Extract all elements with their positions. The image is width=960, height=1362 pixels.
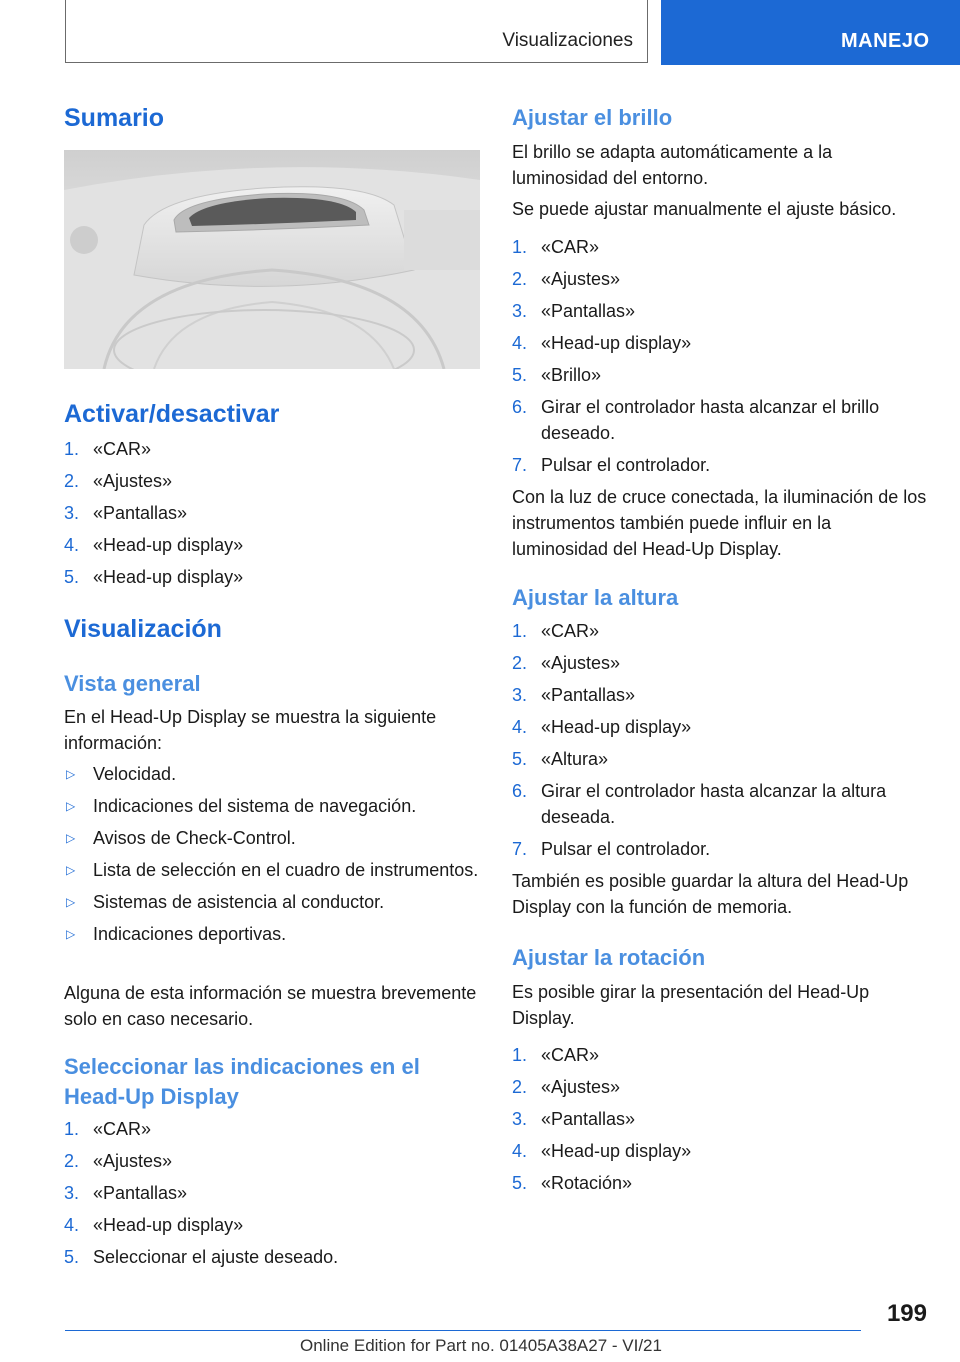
list-item bbox=[64, 825, 482, 851]
step-text: «Altura» bbox=[541, 749, 609, 769]
list-item bbox=[64, 921, 482, 947]
brillo-paragraph-3: Con la luz de cruce conectada, la iluminación de los instrumentos también puede influir en la luminosidad del Head-Up Display. bbox=[512, 487, 927, 559]
bullet-text: Velocidad. bbox=[93, 764, 177, 784]
step-text: «CAR» bbox=[93, 439, 152, 459]
step-text: Girar el controlador hasta alcanzar el brillo deseado. bbox=[541, 397, 880, 443]
step-text: Pulsar el controlador. bbox=[541, 455, 711, 475]
bullet-triangle-icon: ▷ bbox=[66, 895, 76, 909]
step-number: 3. bbox=[512, 301, 528, 321]
step-number: 4. bbox=[64, 535, 80, 555]
altura-steps-list bbox=[512, 618, 927, 862]
step-text: «Head-up display» bbox=[93, 567, 244, 587]
step-text: «Brillo» bbox=[541, 365, 602, 385]
step-text: «Ajustes» bbox=[541, 653, 621, 673]
list-item bbox=[512, 330, 927, 356]
altura-paragraph: También es posible guardar la altura del Head-Up Display con la función de memoria. bbox=[512, 871, 909, 917]
list-item bbox=[64, 436, 482, 462]
header-chapter-tab bbox=[661, 0, 960, 65]
list-item bbox=[64, 1212, 482, 1238]
list-item bbox=[512, 362, 927, 388]
step-text: «Pantallas» bbox=[541, 685, 636, 705]
list-item bbox=[512, 618, 927, 644]
step-text: «Ajustes» bbox=[93, 1151, 173, 1171]
list-item bbox=[512, 1042, 927, 1068]
step-number: 2. bbox=[512, 1077, 528, 1097]
header-chapter-label: MANEJO bbox=[841, 30, 930, 52]
step-number: 2. bbox=[512, 269, 528, 289]
list-item bbox=[512, 452, 927, 478]
bullet-text: Sistemas de asistencia al conductor. bbox=[93, 892, 385, 912]
bullet-text: Lista de selección en el cuadro de instrumentos. bbox=[93, 860, 479, 880]
vista-general-heading: Vista general bbox=[64, 671, 201, 696]
step-number: 1. bbox=[512, 237, 528, 257]
step-number: 5. bbox=[512, 1173, 528, 1193]
seleccionar-heading: Seleccionar las indicaciones en el Head-Up Display bbox=[64, 1054, 420, 1109]
list-item bbox=[512, 650, 927, 676]
step-text: «Head-up display» bbox=[93, 1215, 244, 1235]
step-number: 3. bbox=[64, 1183, 80, 1203]
head-up-display-photo bbox=[64, 150, 480, 369]
step-number: 3. bbox=[512, 685, 528, 705]
bullet-text: Indicaciones deportivas. bbox=[93, 924, 287, 944]
step-text: «Ajustes» bbox=[541, 1077, 621, 1097]
list-item bbox=[512, 746, 927, 772]
sumario-heading: Sumario bbox=[64, 104, 165, 132]
bullet-triangle-icon: ▷ bbox=[66, 799, 76, 813]
footer-divider bbox=[65, 1330, 861, 1331]
list-item bbox=[64, 761, 482, 787]
step-number: 3. bbox=[64, 503, 80, 523]
list-item bbox=[512, 1074, 927, 1100]
header-section-title: Visualizaciones bbox=[502, 30, 633, 51]
vista-general-note: Alguna de esta información se muestra brevemente solo en caso necesario. bbox=[64, 983, 477, 1029]
activar-heading: Activar/desactivar bbox=[64, 400, 280, 428]
step-number: 3. bbox=[512, 1109, 528, 1129]
list-item bbox=[64, 532, 482, 558]
step-number: 4. bbox=[512, 333, 528, 353]
bullet-triangle-icon: ▷ bbox=[66, 863, 76, 877]
list-item bbox=[512, 682, 927, 708]
footer-edition-text: Online Edition for Part no. 01405A38A27 - VI/21 bbox=[300, 1336, 662, 1355]
step-text: «CAR» bbox=[541, 621, 600, 641]
bullet-triangle-icon: ▷ bbox=[66, 927, 76, 941]
bullet-text: Avisos de Check-Control. bbox=[93, 828, 296, 848]
step-number: 1. bbox=[512, 621, 528, 641]
brillo-paragraph-2: Se puede ajustar manualmente el ajuste básico. bbox=[512, 199, 897, 219]
list-item bbox=[64, 889, 482, 915]
step-number: 2. bbox=[512, 653, 528, 673]
step-text: «Pantallas» bbox=[93, 1183, 188, 1203]
list-item bbox=[512, 1170, 927, 1196]
step-text: «Head-up display» bbox=[541, 717, 692, 737]
step-text: «CAR» bbox=[541, 1045, 600, 1065]
step-text: «Ajustes» bbox=[541, 269, 621, 289]
step-text: «Pantallas» bbox=[93, 503, 188, 523]
step-text: Seleccionar el ajuste deseado. bbox=[93, 1247, 339, 1267]
activar-steps-list bbox=[64, 436, 482, 590]
list-item bbox=[64, 1180, 482, 1206]
list-item bbox=[512, 836, 927, 862]
step-number: 2. bbox=[64, 1151, 80, 1171]
brillo-steps-list bbox=[512, 234, 927, 478]
step-number: 1. bbox=[512, 1045, 528, 1065]
step-number: 5. bbox=[64, 567, 80, 587]
step-text: «Pantallas» bbox=[541, 301, 636, 321]
step-number: 4. bbox=[64, 1215, 80, 1235]
list-item bbox=[64, 1244, 482, 1270]
rotacion-heading: Ajustar la rotación bbox=[512, 945, 706, 970]
list-item bbox=[512, 394, 927, 446]
seleccionar-steps-list bbox=[64, 1116, 482, 1270]
step-text: «Head-up display» bbox=[541, 333, 692, 353]
step-number: 7. bbox=[512, 839, 528, 859]
step-text: «CAR» bbox=[541, 237, 600, 257]
list-item bbox=[512, 234, 927, 260]
list-item bbox=[64, 468, 482, 494]
step-text: «Pantallas» bbox=[541, 1109, 636, 1129]
head-up-display-illustration bbox=[64, 150, 480, 369]
rotacion-paragraph: Es posible girar la presentación del Head-Up Display. bbox=[512, 982, 870, 1028]
header-section-box bbox=[65, 0, 648, 63]
list-item bbox=[64, 1148, 482, 1174]
step-number: 5. bbox=[512, 365, 528, 385]
visualizacion-heading: Visualización bbox=[64, 615, 222, 643]
bullet-triangle-icon: ▷ bbox=[66, 767, 76, 781]
list-item bbox=[64, 1116, 482, 1142]
step-number: 5. bbox=[512, 749, 528, 769]
list-item bbox=[64, 564, 482, 590]
brillo-heading: Ajustar el brillo bbox=[512, 105, 673, 130]
list-item bbox=[64, 857, 482, 883]
step-number: 1. bbox=[64, 439, 80, 459]
step-number: 1. bbox=[64, 1119, 80, 1139]
list-item bbox=[512, 298, 927, 324]
step-text: «Head-up display» bbox=[541, 1141, 692, 1161]
vista-general-bullets bbox=[64, 761, 482, 947]
list-item bbox=[512, 778, 927, 830]
list-item bbox=[64, 793, 482, 819]
rotacion-steps-list bbox=[512, 1042, 927, 1196]
step-text: «Ajustes» bbox=[93, 471, 173, 491]
list-item bbox=[64, 500, 482, 526]
step-number: 7. bbox=[512, 455, 528, 475]
step-text: Girar el controlador hasta alcanzar la altura deseada. bbox=[541, 781, 887, 827]
bullet-text: Indicaciones del sistema de navegación. bbox=[93, 796, 417, 816]
step-text: «CAR» bbox=[93, 1119, 152, 1139]
altura-heading: Ajustar la altura bbox=[512, 585, 679, 610]
page-number: 199 bbox=[886, 1300, 927, 1327]
step-text: «Head-up display» bbox=[93, 535, 244, 555]
step-text: Pulsar el controlador. bbox=[541, 839, 711, 859]
step-text: «Rotación» bbox=[541, 1173, 633, 1193]
step-number: 4. bbox=[512, 1141, 528, 1161]
step-number: 5. bbox=[64, 1247, 80, 1267]
brillo-paragraph-1: El brillo se adapta automáticamente a la luminosidad del entorno. bbox=[512, 142, 833, 188]
step-number: 4. bbox=[512, 717, 528, 737]
step-number: 6. bbox=[512, 397, 528, 417]
step-number: 2. bbox=[64, 471, 80, 491]
list-item bbox=[512, 714, 927, 740]
step-number: 6. bbox=[512, 781, 528, 801]
list-item bbox=[512, 1106, 927, 1132]
vista-general-intro: En el Head-Up Display se muestra la siguiente información: bbox=[64, 707, 437, 753]
list-item bbox=[512, 266, 927, 292]
bullet-triangle-icon: ▷ bbox=[66, 831, 76, 845]
list-item bbox=[512, 1138, 927, 1164]
